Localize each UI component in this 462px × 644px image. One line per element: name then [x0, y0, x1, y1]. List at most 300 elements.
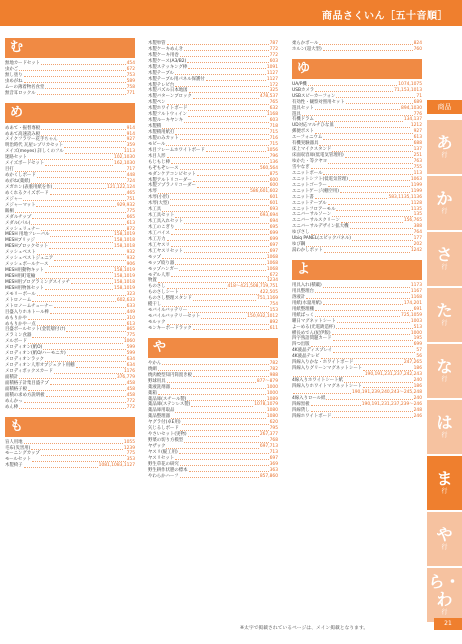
- entry-pages[interactable]: 162,1030: [114, 161, 135, 167]
- entry-name: ユニバーサルデザイン拡大機: [292, 224, 349, 230]
- entry-pages[interactable]: 600: [269, 183, 278, 189]
- tab-4[interactable]: [427, 288, 462, 342]
- entry-pages[interactable]: 1000: [266, 384, 278, 390]
- dot-leader: [175, 412, 265, 413]
- dot-leader: [66, 331, 125, 332]
- entry-pages[interactable]: 1212: [410, 123, 422, 129]
- entry-pages[interactable]: 772: [126, 404, 135, 410]
- entry-pages[interactable]: 1003: [410, 318, 422, 324]
- entry-pages[interactable]: 1074,1075: [398, 81, 422, 87]
- entry-pages[interactable]: 894,1030: [401, 105, 422, 111]
- entry-name: 湯わかしポット: [292, 248, 323, 254]
- entry-pages[interactable]: 697: [269, 248, 278, 254]
- entry-pages[interactable]: 248: [413, 407, 422, 413]
- entry-pages[interactable]: 1068: [266, 260, 278, 266]
- item-list: [5, 126, 135, 411]
- section-heading: ゆ: [292, 59, 422, 79]
- entry-name: めがね(薬紙): [5, 179, 31, 185]
- entry-pages[interactable]: 693: [269, 207, 278, 213]
- entry-name: 焼網: [148, 366, 157, 372]
- entry-name: 4K液晶ディスプレイ: [292, 348, 333, 354]
- entry-pages[interactable]: 56: [416, 354, 422, 360]
- entry-pages[interactable]: 601: [269, 195, 278, 201]
- entry-pages[interactable]: 267,377: [259, 432, 278, 438]
- entry-pages[interactable]: 775: [126, 208, 135, 214]
- entry-pages[interactable]: 1234: [266, 278, 278, 284]
- entry-name: 用紙ばっく: [292, 312, 314, 318]
- dot-leader: [332, 216, 412, 217]
- entry-pages[interactable]: 1113: [123, 149, 135, 155]
- tab-6[interactable]: [427, 400, 462, 454]
- entry-pages[interactable]: 310: [126, 315, 135, 321]
- dot-leader: [311, 234, 413, 235]
- entry-pages[interactable]: 634: [126, 357, 135, 363]
- dot-leader: [37, 94, 126, 95]
- entry-pages[interactable]: 1056: [266, 147, 278, 153]
- dot-leader: [31, 183, 125, 184]
- entry-name: 木製ペン: [148, 100, 166, 106]
- entry-name: 雪やなぎ: [292, 164, 310, 170]
- entry-pages[interactable]: 186: [413, 383, 422, 389]
- entry-pages[interactable]: 158,1018: [114, 279, 135, 285]
- entry-pages[interactable]: 613: [126, 220, 135, 226]
- entry-pages[interactable]: 1135: [410, 206, 422, 212]
- entry-pages[interactable]: 772: [126, 398, 135, 404]
- entry-pages[interactable]: 186: [413, 366, 422, 372]
- entry-pages[interactable]: 1199: [410, 182, 422, 188]
- dot-leader: [50, 384, 126, 385]
- entry-pages[interactable]: 158,1018: [114, 244, 135, 250]
- entry-pages[interactable]: 927: [126, 137, 135, 143]
- dot-leader: [323, 287, 410, 288]
- entry-name: 明治時代 瓦屋レプリカセット: [5, 143, 64, 149]
- entry-pages[interactable]: 695: [269, 225, 278, 231]
- entry-pages[interactable]: 71: [416, 93, 422, 99]
- entry-name: 用紙整理棚: [292, 306, 314, 312]
- index-section: [5, 38, 135, 97]
- entry-pages[interactable]: 177: [413, 236, 422, 242]
- entry-pages[interactable]: 586,601,602: [250, 189, 278, 195]
- entry-pages[interactable]: 824: [413, 40, 422, 46]
- tab-sub: 行: [441, 488, 448, 495]
- entry-pages[interactable]: 422,505: [259, 290, 278, 296]
- entry-pages[interactable]: 754: [269, 302, 278, 308]
- entry-pages[interactable]: 240: [413, 395, 422, 401]
- entry-pages[interactable]: 691: [413, 306, 422, 312]
- entry-name: 四線入りホワイトマグネットシート: [292, 383, 363, 389]
- entry-name: 木目フレームホワイトボード: [148, 147, 205, 153]
- entry-pages[interactable]: 776: [413, 111, 422, 117]
- entry-pages[interactable]: 478,537: [259, 94, 278, 100]
- entry-pages[interactable]: 599: [126, 351, 135, 357]
- entry-pages[interactable]: 872: [126, 226, 135, 232]
- entry-pages[interactable]: 560,564: [259, 165, 278, 171]
- entry-pages[interactable]: 1055: [123, 439, 135, 445]
- dot-leader: [306, 246, 412, 247]
- entry-pages[interactable]: 136: [269, 159, 278, 165]
- entry-pages[interactable]: 760: [413, 46, 422, 52]
- entry-pages[interactable]: 929,932: [116, 202, 135, 208]
- entry-pages[interactable]: 1168: [266, 112, 278, 118]
- entry-pages[interactable]: 195: [413, 336, 422, 342]
- tab-3[interactable]: [427, 232, 462, 286]
- entry-name: 薬品庫用取品: [148, 408, 175, 414]
- entry-pages[interactable]: 787: [269, 40, 278, 46]
- tab-2[interactable]: [427, 176, 462, 230]
- entry-pages[interactable]: 202: [413, 242, 422, 248]
- entry-pages[interactable]: 620: [269, 420, 278, 426]
- entry-name: 床上マイクスタンド: [292, 147, 332, 153]
- dot-leader: [315, 198, 388, 199]
- entry-pages[interactable]: 717: [126, 167, 135, 173]
- entry-pages[interactable]: 1068: [266, 266, 278, 272]
- dot-leader: [191, 406, 253, 407]
- entry-pages[interactable]: 1068: [266, 254, 278, 260]
- entry-name: USBスピーカーフォン: [292, 93, 336, 99]
- tab-8[interactable]: [427, 512, 462, 566]
- dot-leader: [49, 248, 113, 249]
- entry-pages[interactable]: 513: [413, 324, 422, 330]
- entry-pages[interactable]: 772: [269, 46, 278, 52]
- entry-pages[interactable]: 418～421,508,719,751: [227, 284, 278, 290]
- dot-leader: [32, 461, 126, 462]
- entry-pages[interactable]: 914: [126, 125, 135, 131]
- entry-pages[interactable]: 768: [269, 438, 278, 444]
- entry-pages[interactable]: 57: [416, 348, 422, 354]
- entry-pages[interactable]: 1167: [410, 288, 422, 294]
- entry-pages[interactable]: 150,932,1012: [247, 314, 278, 320]
- entry-pages[interactable]: 751,1169: [257, 296, 278, 302]
- entry-pages[interactable]: 1127: [266, 70, 278, 76]
- entry-pages[interactable]: 121,122,124: [107, 184, 135, 190]
- entry-pages[interactable]: 583,1135,1136: [388, 194, 422, 200]
- entry-pages[interactable]: 875: [269, 171, 278, 177]
- entry-pages[interactable]: 1063: [410, 176, 422, 182]
- entry-pages[interactable]: 465: [126, 190, 135, 196]
- entry-pages[interactable]: 1089: [266, 396, 278, 402]
- entry-pages[interactable]: 1127: [266, 76, 278, 82]
- entry-name: モールセット: [5, 457, 32, 463]
- entry-pages[interactable]: 697,713: [259, 444, 278, 450]
- dot-leader: [45, 361, 126, 362]
- entry-pages[interactable]: 158,1019: [114, 285, 135, 291]
- entry-pages[interactable]: 1091: [266, 64, 278, 70]
- entry-pages[interactable]: 697: [269, 455, 278, 461]
- entry-pages[interactable]: 376,779: [116, 374, 135, 380]
- index-section: [148, 41, 278, 332]
- entry-pages[interactable]: 771: [126, 90, 135, 96]
- entry-pages[interactable]: 102,1030: [114, 155, 135, 161]
- entry-pages[interactable]: 353: [126, 457, 135, 463]
- dot-leader: [336, 97, 415, 98]
- entry-pages[interactable]: 782: [269, 366, 278, 372]
- entry-pages[interactable]: 713: [269, 449, 278, 455]
- entry-pages[interactable]: 765: [269, 100, 278, 106]
- entry-name: 木製単管: [148, 40, 166, 46]
- entry-pages[interactable]: 156,765: [403, 218, 422, 224]
- entry-pages[interactable]: 251: [413, 153, 422, 159]
- entry-name: 木工バイス: [148, 230, 170, 236]
- entry-pages[interactable]: 388: [413, 224, 422, 230]
- entry-name: 虫めがね: [5, 78, 23, 84]
- entry-pages[interactable]: 1242: [410, 248, 422, 254]
- dot-leader: [187, 62, 268, 63]
- entry-pages[interactable]: 718: [269, 124, 278, 130]
- entry-pages[interactable]: 632: [269, 106, 278, 112]
- dot-leader: [170, 199, 269, 200]
- dot-leader: [37, 295, 126, 296]
- entry-pages[interactable]: 906: [126, 262, 135, 268]
- dot-leader: [323, 174, 412, 175]
- entry-pages[interactable]: 458: [126, 392, 135, 398]
- entry-pages[interactable]: 1176: [123, 369, 135, 375]
- entry-pages[interactable]: 1173: [410, 283, 422, 289]
- entry-name: メモリーボール: [5, 291, 36, 297]
- item-list: [148, 41, 278, 332]
- entry-pages[interactable]: 323: [126, 291, 135, 297]
- entry-pages[interactable]: 1080: [266, 414, 278, 420]
- dot-leader: [171, 418, 266, 419]
- entry-pages[interactable]: 857,860: [259, 473, 278, 479]
- entry-pages[interactable]: 1000: [410, 330, 422, 336]
- entry-pages[interactable]: 1168: [410, 294, 422, 300]
- entry-pages[interactable]: 715: [269, 141, 278, 147]
- entry-pages[interactable]: 634: [126, 363, 135, 369]
- entry-name: メロディボックスカード: [5, 369, 53, 375]
- dot-leader: [311, 168, 413, 169]
- entry-pages[interactable]: 135: [413, 212, 422, 218]
- entry-pages[interactable]: 932: [126, 256, 135, 262]
- entry-pages[interactable]: 158,1019: [114, 232, 135, 238]
- entry-pages[interactable]: 927: [413, 129, 422, 135]
- dot-leader: [43, 349, 125, 350]
- entry-pages[interactable]: 699: [269, 230, 278, 236]
- entry-name: 木製バターンブロック: [148, 94, 192, 100]
- tab-sub: 行: [441, 208, 448, 215]
- entry-pages[interactable]: 174,201: [403, 300, 422, 306]
- entry-pages[interactable]: 764: [413, 230, 422, 236]
- entry-name: 四線入りグリーンマグネットシート: [292, 366, 363, 372]
- entry-name: 野菜の切り方模型: [148, 438, 184, 444]
- dot-leader: [193, 329, 269, 330]
- dot-leader: [332, 334, 410, 335]
- entry-pages[interactable]: 772: [269, 52, 278, 58]
- entry-pages[interactable]: 113: [413, 170, 422, 176]
- tab-kana: た: [436, 301, 453, 320]
- entry-pages[interactable]: 458: [126, 386, 135, 392]
- tab-sub: 行: [441, 544, 448, 551]
- entry-pages[interactable]: 190,191,231,237,239～246: [361, 401, 422, 407]
- entry-name: メイズボードセット: [5, 161, 45, 167]
- entry-name: 無音耳ロックル: [5, 90, 36, 96]
- dot-leader: [341, 222, 403, 223]
- entry-pages[interactable]: 458: [126, 380, 135, 386]
- entry-pages[interactable]: 613: [126, 321, 135, 327]
- entry-pages[interactable]: 988: [269, 372, 278, 378]
- entry-pages[interactable]: 697: [269, 242, 278, 248]
- entry-pages[interactable]: 763: [413, 159, 422, 165]
- entry-name: UA/P機: [292, 81, 307, 87]
- dot-leader: [344, 382, 413, 383]
- dot-leader: [340, 192, 410, 193]
- item-list: [148, 361, 278, 480]
- entry-pages[interactable]: 158,1018: [114, 238, 135, 244]
- entry-name: 目盛ボールセット(金装層付け): [5, 327, 66, 333]
- entry-pages[interactable]: 601: [269, 201, 278, 207]
- entry-name: 野生草花の研究: [148, 461, 179, 467]
- entry-pages[interactable]: 755: [413, 164, 422, 170]
- entry-pages[interactable]: 724: [126, 179, 135, 185]
- entry-pages[interactable]: 699: [269, 236, 278, 242]
- entry-pages[interactable]: 602,633: [116, 297, 135, 303]
- dot-leader: [54, 373, 123, 374]
- entry-name: めかくしボード: [5, 173, 36, 179]
- entry-pages[interactable]: 240: [413, 378, 422, 384]
- dot-leader: [54, 307, 126, 308]
- tab-9[interactable]: [427, 568, 462, 622]
- entry-pages[interactable]: 753: [126, 72, 135, 78]
- entry-pages[interactable]: 190,191,231,237,242,243: [364, 372, 422, 378]
- entry-pages[interactable]: 246: [413, 413, 422, 419]
- section-heading: や: [148, 338, 278, 358]
- entry-name: MESHプロックセット: [5, 244, 49, 250]
- entry-pages[interactable]: 694: [269, 219, 278, 225]
- tab-sub: 行: [441, 320, 448, 327]
- tab-sub: 行: [441, 264, 448, 271]
- tab-5[interactable]: [427, 344, 462, 398]
- dot-leader: [171, 234, 269, 235]
- entry-name: ヤスリ(縦工用): [148, 449, 178, 455]
- entry-pages[interactable]: 1199: [410, 188, 422, 194]
- entry-name: 木製ケーキ用巻: [148, 52, 179, 58]
- entry-pages[interactable]: 172: [269, 82, 278, 88]
- entry-name: Ubiq PANEL(ユビックパネル): [292, 236, 351, 242]
- entry-pages[interactable]: 359: [126, 143, 135, 149]
- entry-pages[interactable]: 71,153,1013: [394, 87, 422, 93]
- entry-name: 横長めでん(紀伊版): [292, 330, 331, 336]
- entry-pages[interactable]: 751: [126, 196, 135, 202]
- entry-pages[interactable]: 932: [126, 250, 135, 256]
- entry-pages[interactable]: 448: [126, 173, 135, 179]
- entry-name: 用具入れ(積載): [292, 283, 322, 289]
- entry-name: 木製ケーキめんき: [148, 46, 184, 52]
- dot-leader: [175, 229, 268, 230]
- entry-pages[interactable]: 325: [269, 88, 278, 94]
- dot-leader: [293, 376, 364, 377]
- entry-name: やかん: [148, 360, 162, 366]
- page-title: 商品さくいん［五十音順］: [322, 11, 448, 22]
- entry-pages[interactable]: 1239: [123, 445, 135, 451]
- tab-7[interactable]: [427, 456, 462, 510]
- dot-leader: [53, 188, 106, 189]
- entry-name: モビール: [148, 141, 166, 147]
- entry-name: めくれるクイズボード: [5, 190, 49, 196]
- entry-pages[interactable]: 158,1019: [114, 274, 135, 280]
- item-list: [292, 41, 422, 53]
- entry-pages[interactable]: 589: [126, 78, 135, 84]
- entry-pages[interactable]: 247,265: [403, 360, 422, 366]
- entry-name: 野球用具: [148, 378, 166, 384]
- entry-pages[interactable]: 190,191,239,240,243～245,248: [351, 389, 422, 395]
- entry-pages[interactable]: 1078,1079: [254, 402, 278, 408]
- entry-pages[interactable]: 689: [413, 99, 422, 105]
- entry-name: 面積の求め方説明板: [5, 392, 45, 398]
- entry-pages[interactable]: 1081,1083,1127: [98, 463, 135, 469]
- entry-pages[interactable]: 600: [269, 177, 278, 183]
- entry-pages[interactable]: 672: [269, 272, 278, 278]
- entry-pages[interactable]: 633: [126, 303, 135, 309]
- entry-pages[interactable]: 865: [126, 327, 135, 333]
- entry-pages[interactable]: 716: [269, 135, 278, 141]
- entry-pages[interactable]: 613: [413, 135, 422, 141]
- entry-name: 木琴(小形): [148, 195, 169, 201]
- entry-pages[interactable]: 795: [269, 426, 278, 432]
- entry-pages[interactable]: 665: [126, 214, 135, 220]
- entry-pages[interactable]: 611: [269, 325, 278, 331]
- entry-pages[interactable]: 672: [126, 66, 135, 72]
- entry-pages[interactable]: 449: [126, 309, 135, 315]
- entry-name: もじもじ棒: [148, 159, 170, 165]
- section-heading: む: [5, 38, 135, 58]
- entry-name: 無地カードセット: [5, 60, 40, 66]
- entry-pages[interactable]: 758: [126, 84, 135, 90]
- dot-leader: [180, 465, 269, 466]
- entry-pages[interactable]: 369: [269, 461, 278, 467]
- dot-leader: [24, 467, 98, 468]
- entry-pages[interactable]: 699: [413, 342, 422, 348]
- entry-pages[interactable]: 1128: [410, 200, 422, 206]
- dot-leader: [46, 396, 126, 397]
- entry-pages[interactable]: 603: [269, 118, 278, 124]
- entry-pages[interactable]: 363: [269, 467, 278, 473]
- tab-1[interactable]: [427, 120, 462, 174]
- dot-leader: [188, 116, 266, 117]
- dot-leader: [184, 442, 268, 443]
- entry-name: 木製パズル日本地図: [148, 88, 188, 94]
- entry-pages[interactable]: 775: [126, 451, 135, 457]
- entry-pages[interactable]: 775: [126, 333, 135, 339]
- entry-name: 四つ出版: [292, 342, 310, 348]
- entry-pages[interactable]: 693,694: [259, 213, 278, 219]
- entry-pages[interactable]: 782: [269, 360, 278, 366]
- entry-pages[interactable]: 1000: [266, 390, 278, 396]
- dot-leader: [311, 346, 413, 347]
- entry-pages[interactable]: 796: [269, 153, 278, 159]
- entry-pages[interactable]: 688: [413, 141, 422, 147]
- entry-pages[interactable]: 454: [126, 60, 135, 66]
- entry-pages[interactable]: 158,1019: [114, 268, 135, 274]
- entry-pages[interactable]: 153: [269, 308, 278, 314]
- entry-pages[interactable]: 914: [126, 131, 135, 137]
- entry-pages[interactable]: 1080: [266, 408, 278, 414]
- entry-pages[interactable]: 599: [126, 345, 135, 351]
- entry-pages[interactable]: 137: [413, 147, 422, 153]
- dot-leader: [197, 175, 269, 176]
- entry-name: ムーの薄着物名食堂: [5, 84, 45, 90]
- entry-pages[interactable]: 134,137: [403, 117, 422, 123]
- dot-leader: [175, 74, 266, 75]
- entry-pages[interactable]: 892: [269, 320, 278, 326]
- page-number: 21: [434, 618, 462, 630]
- entry-pages[interactable]: 725,1059: [401, 312, 422, 318]
- entry-name: メガホン(表裏用紙を作): [5, 184, 53, 190]
- entry-pages[interactable]: 877～879: [256, 378, 278, 384]
- entry-pages[interactable]: 603: [269, 58, 278, 64]
- entry-pages[interactable]: 715: [269, 130, 278, 136]
- dot-leader: [28, 390, 126, 391]
- entry-name: ユーフォニウム: [292, 135, 323, 141]
- entry-pages[interactable]: 1060: [123, 339, 135, 345]
